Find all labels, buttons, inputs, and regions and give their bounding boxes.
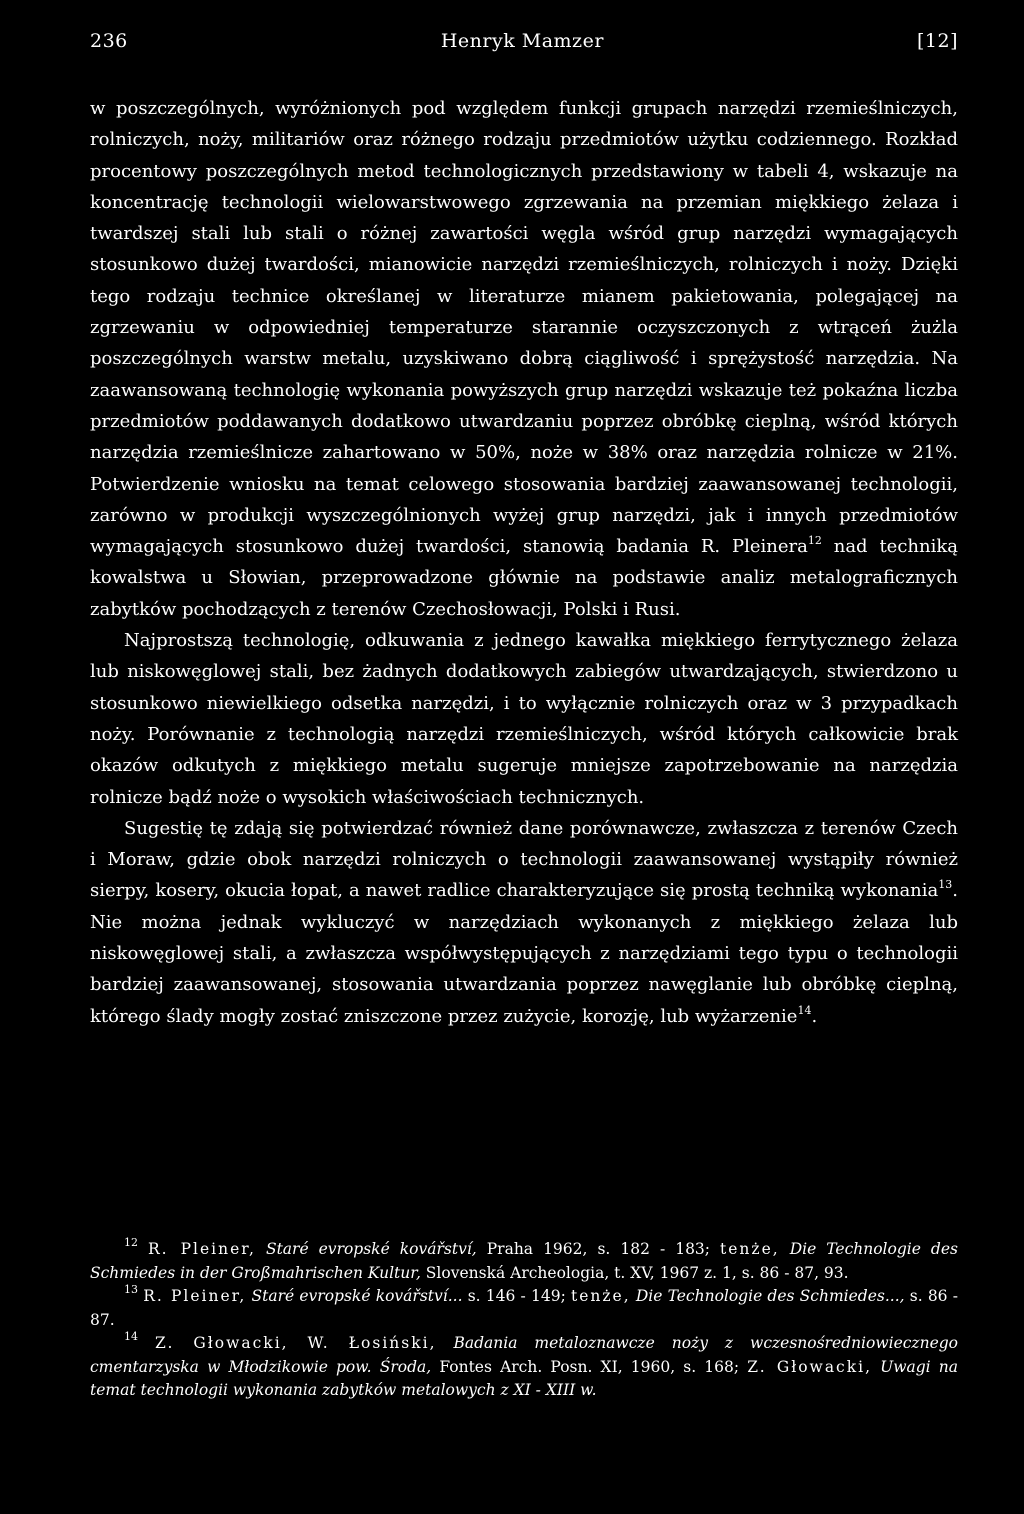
footnote-number: 14 — [124, 1330, 138, 1343]
main-text — [90, 93, 958, 1032]
footnote-title: Staré evropské kovářství... — [251, 1287, 463, 1305]
running-title: Henryk Mamzer — [440, 30, 604, 52]
section-marker: [12] — [916, 30, 958, 52]
footnote-ref-14: 14 — [797, 1003, 812, 1017]
footnote-publication: Slovenská Archeologia, t. XV, 1967 z. 1, s. 86 - 87, 93. — [420, 1263, 849, 1282]
footnote-title: Die Technologie des Schmiedes in der Großmahrischen Kultur, — [90, 1240, 958, 1282]
footnote-author: R. Pleiner, — [148, 1240, 256, 1258]
page-number: 236 — [90, 30, 128, 52]
footnote-number: 12 — [124, 1236, 138, 1249]
footnote-publication: s. 146 - 149; — [462, 1287, 571, 1305]
footnote-14 — [90, 1332, 958, 1403]
footnote-number: 13 — [124, 1283, 138, 1296]
running-header — [90, 30, 958, 52]
footnote-title: Die Technologie des Schmiedes..., — [635, 1287, 905, 1305]
footnote-idem: tenże, — [571, 1287, 631, 1305]
footnote-publication: Fontes Arch. Posn. XI, 1960, s. 168; — [431, 1357, 748, 1376]
footnote-ref-12: 12 — [807, 534, 822, 548]
footnote-12 — [90, 1238, 958, 1285]
footnote-author: Z. Głowacki, — [747, 1357, 873, 1376]
footnote-author: Z. Głowacki, W. Łosiński, — [154, 1334, 437, 1352]
paragraph-3-text-b: . Nie można jednak wykluczyć w narzędziach wykonanych z miękkiego żelaza lub niskowęglowej stali, a zwłaszcza współwystępujących z narzędziami tego typu o technologii bardziej zaawansowanej, stosowania utwardzania poprzez nawęglanie lub obróbkę cieplną, którego ślady mogły zostać zniszczone przez zużycie, korozję, lub wyżarzenie — [90, 880, 958, 1027]
paragraph-1-text-a: w poszczególnych, wyróżnionych pod względem funkcji grupach narzędzi rzemieślniczych, rolniczych, noży, militariów oraz różnego rodzaju przedmiotów użytku codziennego. Rozkład procentowy poszczególnych metod technologicznych przedstawiony w tabeli 4, wskazuje na koncentrację technologii wielowarstwowego zgrzewania na przemian miękkiego żelaza i twardszej stali lub stali o różnej zawartości węgla wśród grup narzędzi wymagających stosunkowo dużej twardości, mianowicie narzędzi rzemieślniczych, rolniczych i noży. Dzięki tego rodzaju technice określanej w literaturze mianem pakietowania, polegającej na zgrzewaniu w odpowiedniej temperaturze starannie oczyszczonych z wtrąceń żużla poszczególnych warstw metalu, uzyskiwano dobrą ciągliwość i sprężystość narzędzia. Na zaawansowaną technologię wykonania powyższych grup narzędzi wskazuje też pokaźna liczba przedmiotów poddawanych dodatkowo utwardzaniu poprzez obróbkę cieplną, wśród których narzędzia rzemieślnicze zahartowano w 50%, noże w 38% oraz narzędzia rolnicze w 21%. Potwierdzenie wniosku na temat celowego stosowania bardziej zaawansowanej technologii, zarówno w produkcji wyszczególnionych wyżej grup narzędzi, jak i innych przedmiotów wymagających stosunkowo dużej twardości, stanowią badania R. Pleinera — [90, 98, 958, 558]
paragraph-1 — [90, 93, 958, 625]
footnote-13 — [90, 1285, 958, 1332]
footnote-publication: Praha 1962, s. 182 - 183; — [476, 1240, 721, 1258]
footnote-idem: tenże, — [720, 1240, 780, 1258]
footnote-author: R. Pleiner, — [143, 1287, 247, 1305]
paragraph-3-text-c: . — [811, 1005, 818, 1027]
footnote-title: Badania metaloznawcze noży z wczesnośredniowiecznego cmentarzyska w Młodzikowie pow. Środa, — [90, 1334, 958, 1376]
paragraph-3 — [90, 813, 958, 1032]
footnote-publication: s. 86 - 87. — [90, 1287, 958, 1329]
paragraph-2: Najprostszą technologię, odkuwania z jednego kawałka miękkiego ferrytycznego żelaza lub niskowęglowej stali, bez żadnych dodatkowych zabiegów utwardzających, stwierdzono u stosunkowo niewielkiego odsetka narzędzi, i to wyłącznie rolniczych oraz w 3 przypadkach noży. Porównanie z technologią narzędzi rzemieślniczych, wśród których całkowicie brak okazów odkutych z miękkiego metalu sugeruje mniejsze zapotrzebowanie na narzędzia rolnicze bądź noże o wysokich właściwościach technicznych. — [90, 630, 958, 808]
footnote-title: Uwagi na temat technologii wykonania zabytków metalowych z XI - XIII w. — [90, 1357, 958, 1399]
paragraph-1-text-b: nad techniką kowalstwa u Słowian, przeprowadzone głównie na podstawie analiz metalograficznych zabytków pochodzących z terenów Czechosłowacji, Polski i Rusi. — [90, 536, 958, 620]
footnotes — [90, 1238, 958, 1403]
footnote-title: Staré evropské kovářství, — [265, 1240, 477, 1258]
paragraph-3-text-a: Sugestię tę zdają się potwierdzać również dane porównawcze, zwłaszcza z terenów Czech i Moraw, gdzie obok narzędzi rolniczych o technologii zaawansowanej wystąpiły również sierpy, kosery, okucia łopat, a nawet radlice charakteryzujące się prostą techniką wykonania — [90, 817, 958, 902]
footnote-ref-13: 13 — [938, 878, 953, 892]
